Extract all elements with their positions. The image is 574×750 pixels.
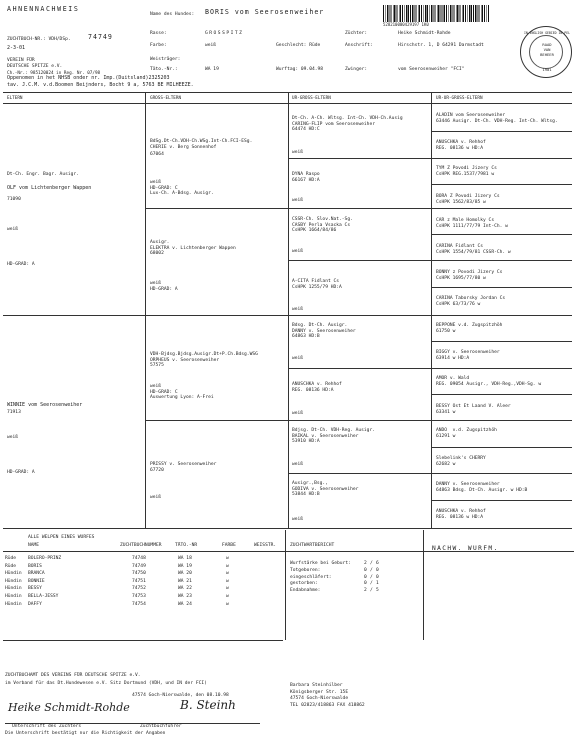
ug-divider <box>288 158 572 159</box>
stats-b <box>376 561 379 595</box>
race-value: GROSSPITZ <box>205 31 244 36</box>
ug-name: A-CITA Fidlant Cs <box>292 279 340 284</box>
uug-name: BIGGY v. Seerosenweiher <box>436 350 500 355</box>
keeper-signature: B. Steinh <box>180 698 236 712</box>
document-title: AHNENNACHWEIS <box>7 5 80 13</box>
great-great-grandparent-7 <box>436 270 502 281</box>
great-great-grandparent-15 <box>436 482 527 493</box>
uug-number: CsHPK 1554/79/81 CSSR-Ch. w <box>436 249 511 255</box>
great-great-grandparent-16 <box>436 509 486 520</box>
litter-col-weiss: WEISSTR. <box>254 543 277 548</box>
ug-number: 66167 HD:A <box>292 177 320 183</box>
color-label: Farbe: <box>150 43 167 48</box>
gp-ff-number: 67064 <box>150 152 164 158</box>
litter-zb-col <box>132 555 146 608</box>
litter-zb: 74753 <box>132 593 146 599</box>
ug-name: CASBY Perla Vsacka Cs <box>292 222 351 228</box>
gp-mf-color: weiß <box>150 384 162 389</box>
grandparent-ff <box>150 139 252 158</box>
litter-color: w <box>226 578 229 584</box>
uug-number: CsHPK 63/73/76 w <box>436 301 481 307</box>
great-great-grandparent-1 <box>436 113 558 124</box>
ug-number: 64474 HD:C <box>292 127 320 133</box>
uug-number: CsHPK 1695/77/80 w <box>436 275 486 281</box>
litter-tattoo: WA 18 <box>178 556 192 561</box>
litter-sex: Hündin <box>5 586 22 592</box>
father-titles: Dt-Ch. Engr. Bagr. Ausigr. <box>7 172 79 177</box>
uug-number: REG. 08136 w HD:A <box>436 514 484 520</box>
litter-name: DAFFY <box>28 601 42 607</box>
uug-number: 61750 w <box>436 328 456 334</box>
ug-color: weiß <box>292 249 304 254</box>
litter-name: BELLA-JESSY <box>28 593 59 599</box>
litter-tattoo: WA 22 <box>178 586 192 592</box>
uug-name: BONNY z Povodi Jizery Cs <box>436 270 503 275</box>
breeder-value: Heike Schmidt-Rohde <box>398 31 451 36</box>
stats-label: Wurfstärke bei Geburt: <box>290 561 351 566</box>
gp-mm-color: weiß <box>150 495 162 500</box>
ug-name: ANUSCHKA v. Rehhof <box>292 382 342 387</box>
uug-number: CsHPK 1562/83/85 w <box>436 199 486 205</box>
uug-name: BEPPONE v.d. Zugspitzhöh <box>436 323 503 328</box>
stats-value-male: 0 <box>364 567 367 573</box>
litter-title: ALLE WELPEN EINES WURFES <box>28 535 95 540</box>
whelp-date: Wurftag: 09.04.98 <box>276 67 324 72</box>
ug-number: 53844 HD:B <box>292 492 320 498</box>
great-great-grandparent-8 <box>436 296 505 307</box>
uug-number: 63341 w <box>436 409 456 415</box>
mother-color: weiß <box>7 435 19 440</box>
litter-zb: 74751 <box>132 578 146 584</box>
uug-divider <box>431 234 572 235</box>
uug-name: Slebelink's CHERRY <box>436 456 486 461</box>
uug-name: AMOR v. Wald <box>436 376 470 381</box>
ug-divider <box>288 368 572 369</box>
ug-color: weiß <box>292 411 304 416</box>
col-header-grandparents: GROSS-ELTERN <box>150 96 182 101</box>
ug-color: weiß <box>292 150 304 155</box>
registration-line-3: tav. J.C.M. v.d.Boomen Beijnders, Bocht 9 a, 5763 BE MILHEEZE. <box>7 82 194 88</box>
kennel-label: Zwinger: <box>345 67 368 72</box>
ug-number: REG. 08136 HD:A <box>292 387 334 393</box>
stats-value-female: 6 <box>376 561 379 566</box>
great-grandparent-8 <box>292 481 358 498</box>
registration-line-1: Ch.-Nr.: 985120024 in Reg. Nr. 07/98 <box>7 71 101 76</box>
ug-divider <box>288 473 572 474</box>
litter-color: w <box>226 571 229 577</box>
ug-name: DYNA Raspo <box>292 172 320 177</box>
barcode <box>383 5 489 22</box>
gp-mf-extra: Auswertung Lyon: A-Frei <box>150 395 214 401</box>
ug-name: BAIKAL v. Seerosenweiher <box>292 433 359 439</box>
keeper-city: 47574 Goch-Nierswalde <box>290 696 349 702</box>
litter-name: BESSY <box>28 586 42 592</box>
stats-divider <box>423 530 424 640</box>
footer-line <box>3 640 283 641</box>
litter-sex: Hündin <box>5 601 22 607</box>
col-header-great-great-grandparents: UR-UR-GROSS-ELTERN <box>436 96 483 101</box>
great-great-grandparent-4 <box>436 194 500 205</box>
litter-color: w <box>226 593 229 599</box>
litter-col-color: FARBE <box>222 543 236 548</box>
kennel-value: vom Seerosenweiher "FCI" <box>398 67 465 72</box>
stats-label: Endabnahme: <box>290 588 321 594</box>
uug-name: TYM Z Povodi Jizery Cs <box>436 166 497 171</box>
ug-number: CsHPK 1255/79 HD:A <box>292 284 342 290</box>
gp-ff-color: weiß <box>150 180 162 185</box>
litter-sex: Hündin <box>5 571 22 577</box>
stats-value-female: 5 <box>376 588 379 594</box>
litter-zb: 74748 <box>132 556 146 561</box>
great-grandparent-3 <box>292 217 353 234</box>
great-grandparent-4 <box>292 279 342 290</box>
great-grandparent-2 <box>292 172 320 183</box>
uug-number: 63446 Ausigr. Dt-Ch. VDH-Reg. Int-Ch. Wltsg. <box>436 118 558 124</box>
ug-color: weiß <box>292 198 304 203</box>
gp-divider-bottom <box>145 420 572 421</box>
stats-label: Totgeboren: <box>290 567 321 573</box>
ug-name: CARING-FLIP vom Seerosenweiher <box>292 121 375 127</box>
gp-ff-titles: BdSg.Dt-Ch.VDH-Ch.WSg.Int-Ch.FCI-ESg. <box>150 139 253 144</box>
uug-name: CAR z Male Homolky Cs <box>436 218 495 223</box>
uug-name: ANDO v.d. Zugspitzhöh <box>436 428 497 433</box>
address-value: Hirschstr. 1, D 64291 Darmstadt <box>398 43 484 48</box>
stats-slash: / / / / / <box>370 561 373 594</box>
footer-org-1: ZUCHTBUCHAMT DES VEREINS FÜR DEUTSCHE SPITZE e.V. <box>5 673 141 678</box>
zuchtbuch-number: 74749 <box>88 33 113 41</box>
footer-org-2: im Verband für das Dt.Hundewesen e.V. Sitz Dortmund (VDH, und IN der FCI) <box>5 681 207 686</box>
grandparent-mf <box>150 352 258 369</box>
father-hd: HD-GRAD: A <box>7 262 35 267</box>
uug-name: BORA Z Povodi Jizery Cs <box>436 194 500 199</box>
mother-name: WINNIE vom Seerosenweiher <box>7 402 83 408</box>
litter-color: w <box>226 601 229 607</box>
great-great-grandparent-9 <box>436 323 502 334</box>
gp-fm-color: weiß <box>150 281 162 286</box>
stats-value-male: 2 <box>364 588 367 594</box>
great-great-grandparent-13 <box>436 428 497 439</box>
uug-number: 62682 w <box>436 461 456 467</box>
mother-hd: HD-GRAD: A <box>7 470 35 475</box>
grandparent-fm <box>150 240 236 257</box>
signature-caption-keeper: Zuchtbuchführer <box>140 724 182 729</box>
uug-divider <box>431 447 572 448</box>
great-great-grandparent-2 <box>436 140 486 151</box>
litter-divider <box>285 530 286 640</box>
race-label: Rasse: <box>150 31 167 36</box>
ug-titles: Dt-Ch. A-Ch. Wltsg. Int-Ch. VDH-Ch.Ausig <box>292 116 403 121</box>
gp-mf-titles: VDH-Bjdsg.Bjdsg.Ausigr.Dt+P.Ch.Bdsg.WSG <box>150 352 258 357</box>
gp-ff-extra: Lux-Ch. A-Bdsg. Ausigr. <box>150 191 214 197</box>
dog-name-label: Name des Hundes: <box>150 12 195 17</box>
uug-number: REG. 08136 w HD:A <box>436 145 484 151</box>
breed-warden-report-title: ZUCHTWARTBERICHT <box>290 543 335 548</box>
tattoo-label: Täto.-Nr.: <box>150 67 178 72</box>
litter-color-col <box>226 555 229 608</box>
breeder-signature: Heike Schmidt-Rohde <box>8 701 130 714</box>
litter-tattoo: WA 20 <box>178 571 192 577</box>
great-great-grandparent-6 <box>436 244 511 255</box>
ug-color: weiß <box>292 517 304 522</box>
uug-name: DANNY v. Seerosenweiher <box>436 482 500 487</box>
gp-divider-top <box>145 208 572 209</box>
litter-color: w <box>226 556 229 561</box>
gp-fm-hd: HD-GRAD: A <box>150 286 178 292</box>
stats-value-female: 0 <box>376 567 379 573</box>
grandparent-ff-details <box>150 180 214 197</box>
litter-col-zb: ZUCHTBUCHNUMMER <box>120 543 162 548</box>
uug-divider <box>431 184 572 185</box>
litter-name: BOLERO-PRINZ <box>28 556 62 561</box>
official-stamp: IN ENGLISH GEBIED IN PEL RAAD VAN BEHEER 1901 <box>520 26 572 78</box>
litter-col-tattoo: TÄTO.-NR <box>175 543 198 548</box>
stats-label: gestorben: <box>290 581 318 587</box>
great-great-grandparent-12 <box>436 404 511 415</box>
litter-tattoo: WA 24 <box>178 601 192 607</box>
col-header-parents: ELTERN <box>7 96 23 101</box>
ug-titles: Bdsg. Dt-Ch. Ausigr. <box>292 323 348 328</box>
gp-fm-titles: Ausigr. <box>150 240 170 245</box>
registration-line-2: Oppenomen in het NHSB onder nr. Imp.(Duitsland)2325203 <box>7 75 170 81</box>
litter-zb: 74750 <box>132 571 146 577</box>
grandparent-fm-details <box>150 281 178 292</box>
weist-label: Weisträger: <box>150 57 181 62</box>
signature-caption-breeder: Unterschrift des Züchters <box>12 724 82 729</box>
stats-value-male: 2 <box>364 561 367 566</box>
great-great-grandparent-3 <box>436 166 497 177</box>
great-grandparent-7 <box>292 428 375 445</box>
barcode-number: 528210000429197 1K0 <box>383 22 429 27</box>
litter-tattoo: WA 23 <box>178 593 192 599</box>
stats-label: eingeschläfert: <box>290 574 332 580</box>
litter-zb: 74749 <box>132 563 146 569</box>
litter-color: w <box>226 586 229 592</box>
uug-divider <box>431 287 572 288</box>
stats-labels <box>290 561 351 595</box>
litter-sex: Rüde <box>5 563 17 569</box>
gp-ff-name: CHERIE v. Berg Sonnenhof <box>150 144 217 150</box>
uug-divider <box>431 131 572 132</box>
great-great-grandparent-5 <box>436 218 508 229</box>
uug-number: 61291 w <box>436 433 456 439</box>
keeper-street: Königsberger Str. 15E <box>290 689 349 695</box>
litter-zb: 74752 <box>132 586 146 592</box>
stats-value-male: 0 <box>364 581 367 587</box>
ug-titles: Ausigr.,Bsg., <box>292 481 328 486</box>
gp-mf-number: 57575 <box>150 363 164 369</box>
great-great-grandparent-14 <box>436 456 486 467</box>
litter-sex: Hündin <box>5 593 22 599</box>
uug-number: REG. 09054 Ausigr., VDH-Reg.,VDH-Sg. w <box>436 381 542 387</box>
litter-tattoo: WA 19 <box>178 563 192 569</box>
father-number: 71090 <box>7 197 21 202</box>
footer-org-3: 47574 Goch-Nierswalde, den 08.10.98 <box>132 693 229 698</box>
father-name: OLF vom Lichtenberger Wappen <box>7 185 92 191</box>
keeper-name: Barbara Steinhilber <box>290 683 343 688</box>
grandparent-mm <box>150 462 216 473</box>
pedigree-bottom-border <box>3 528 572 529</box>
stats-value-female: 0 <box>376 574 379 580</box>
mother-number: 71913 <box>7 410 21 415</box>
uug-name: CARINA Fidlant Cs <box>436 244 484 249</box>
grandparent-mf-details <box>150 384 214 401</box>
great-grandparent-5 <box>292 323 356 340</box>
divider-1 <box>145 92 146 528</box>
uug-divider <box>431 500 572 501</box>
tattoo-value: WA 19 <box>205 67 219 72</box>
uug-name: BESSY Ost Et Laand V. Aleer <box>436 404 511 409</box>
col-header-great-grandparents: UR-GROSS-ELTERN <box>292 96 331 101</box>
litter-name: BONNIE <box>28 578 45 584</box>
uug-number: CsHPK 1111/77/79 Int-Ch. w <box>436 223 508 229</box>
parents-divider <box>3 315 572 316</box>
signature-note: Die Unterschrift bestätigt nur die Richtigkeit der Angaben <box>5 731 166 736</box>
uug-name: ANUSCHKA v. Rehhof <box>436 509 486 514</box>
great-grandparent-1 <box>292 116 403 133</box>
uug-name: CARINA Taborsky Jordan Cs <box>436 296 506 301</box>
litter-color: w <box>226 563 229 569</box>
father-color: weiß <box>7 227 19 232</box>
gp-ff-hd: HD-GRAD: C <box>150 185 178 191</box>
uug-name: ANUSCHKA v. Rehhof <box>436 140 486 145</box>
litter-tattoo-col <box>178 555 192 608</box>
uug-number: CsHPK REG.1537/7981 w <box>436 171 495 177</box>
gp-mf-name: ORPHEUS v. Seerosenweiher <box>150 357 220 363</box>
litter-col-name: NAME <box>28 543 40 548</box>
nachw-wurfm: NACHW. WURFM. <box>432 545 499 552</box>
stats-a <box>364 561 367 595</box>
document-date: 2-3-01 <box>7 45 26 51</box>
ug-number: 53910 HD:A <box>292 439 320 445</box>
color-value: weiß <box>205 43 217 48</box>
uug-number: 63914 w HD:A <box>436 355 470 361</box>
gp-mm-number: 67720 <box>150 467 164 473</box>
ug-name: DANNY v. Seerosenweiher <box>292 328 356 334</box>
litter-sex: Hündin <box>5 578 22 584</box>
stats-value-male: 0 <box>364 574 367 580</box>
gp-fm-name: ELEKTRA v. Lichtenberger Wappen <box>150 245 236 251</box>
litter-zb: 74754 <box>132 601 146 607</box>
breeder-label: Züchter: <box>345 31 368 36</box>
litter-sex: Rüde <box>5 556 17 561</box>
uug-number: 64863 Bdsg. Dt-Ch. Ausigr. w HD:B <box>436 487 528 493</box>
litter-name-col <box>28 555 61 608</box>
keeper-phone: TEL 02823/418863 FAX 418862 <box>290 702 365 708</box>
gp-fm-number: 68002 <box>150 251 164 257</box>
ug-divider <box>288 260 572 261</box>
ug-color: weiß <box>292 462 304 467</box>
ug-titles: Bdjsg. Dt-Ch. VDH-Reg. Ausigr. <box>292 428 375 433</box>
great-grandparent-6 <box>292 382 342 393</box>
dog-name: BORIS vom Seerosenweiher <box>205 8 325 16</box>
club-line-2: DEUTSCHE SPITZE e.V. <box>7 64 63 69</box>
ug-titles: CSSR-Ch. Slov.Nat.-Sg. <box>292 217 353 222</box>
uug-divider <box>431 341 572 342</box>
uug-name: ALADIN vom Seerosenweiher <box>436 113 506 118</box>
great-great-grandparent-10 <box>436 350 500 361</box>
great-great-grandparent-11 <box>436 376 541 387</box>
uug-divider <box>431 394 572 395</box>
sex-label: Geschlecht: Rüde <box>276 43 321 48</box>
gp-mm-name: PRISSY v. Seerosenweiher <box>150 462 217 467</box>
gp-mf-hd: HD-GRAD: C <box>150 389 178 395</box>
stats-value-female: 1 <box>376 581 379 587</box>
ug-color: weiß <box>292 307 304 312</box>
ug-number: 64863 HD:B <box>292 334 320 340</box>
litter-name: BRANCA <box>28 571 45 577</box>
zuchtbuch-label: ZUCHTBUCH-NR.: VDH/DSp. <box>7 37 71 42</box>
litter-tattoo: WA 21 <box>178 578 192 584</box>
address-label: Anschrift: <box>345 43 373 48</box>
club-line-1: VEREIN FÜR <box>7 58 35 63</box>
litter-sex-col <box>5 555 22 608</box>
ug-name: GODIVA v. Seerosenweiher <box>292 486 359 492</box>
ug-number: CsHPK 1664/84/86 <box>292 228 337 234</box>
ug-color: weiß <box>292 356 304 361</box>
keeper-address <box>290 683 365 709</box>
litter-name: BORIS <box>28 563 42 569</box>
